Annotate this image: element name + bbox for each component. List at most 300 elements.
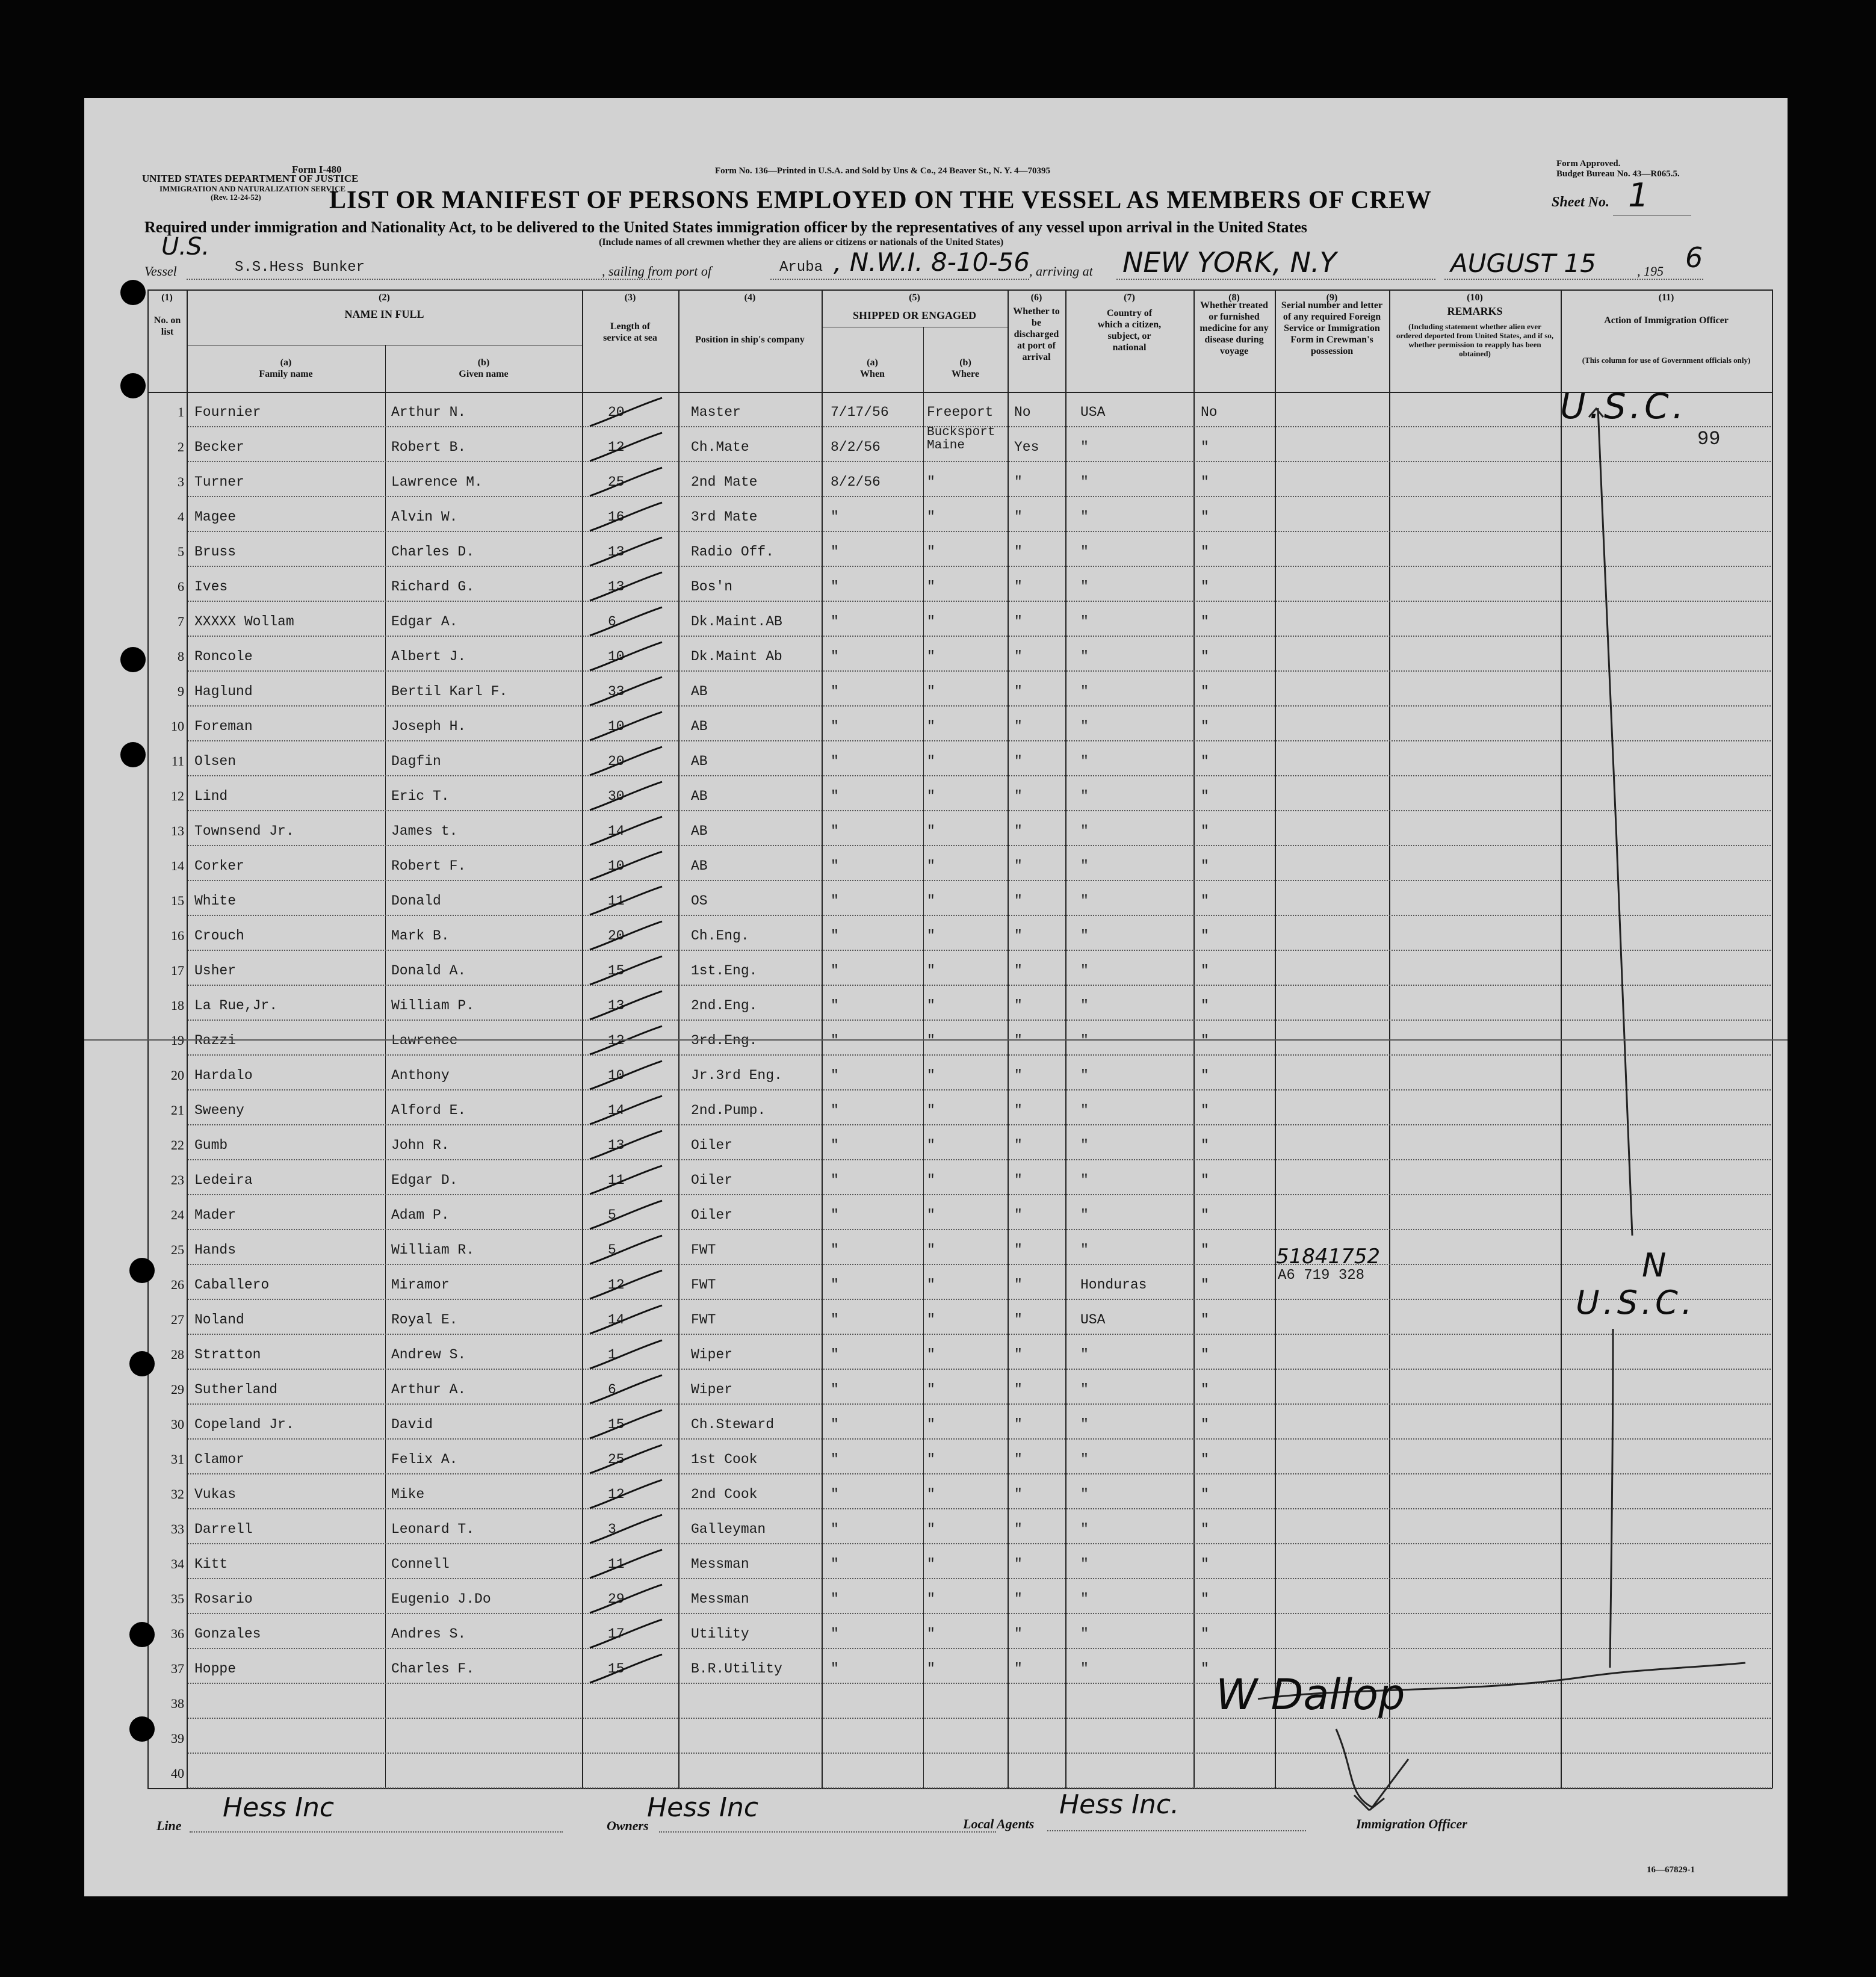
- cell-discharged: ": [1014, 1626, 1023, 1642]
- cell-where: ": [927, 1242, 935, 1258]
- cell-given: Mike: [391, 1487, 425, 1502]
- cell-service: 11: [608, 1556, 625, 1572]
- printer-line: Form No. 136—Printed in U.S.A. and Sold by Uns & Co., 24 Beaver St., N. Y. 4—70395: [715, 166, 1050, 176]
- row-number: 6: [178, 579, 184, 594]
- cell-when: ": [831, 1312, 839, 1328]
- row-number: 2: [178, 439, 184, 454]
- cell-where: ": [927, 474, 935, 490]
- us-handwritten-mark: U.S.: [161, 233, 210, 261]
- action-usc-top: U.S.C.: [1560, 386, 1688, 427]
- cell-given: Joseph H.: [391, 719, 466, 734]
- row-number: 4: [178, 509, 184, 524]
- cell-treated: ": [1201, 823, 1209, 839]
- cell-where: ": [927, 614, 935, 630]
- cell-when: 8/2/56: [831, 474, 881, 490]
- form-approved: Form Approved.: [1556, 159, 1621, 169]
- row-number: 32: [171, 1487, 184, 1502]
- cell-discharged: ": [1014, 998, 1023, 1013]
- cell-service: 15: [608, 1661, 625, 1677]
- cell-given: William P.: [391, 998, 475, 1013]
- cell-family: La Rue,Jr.: [194, 998, 278, 1013]
- cell-treated: ": [1201, 963, 1209, 979]
- manifest-sheet: [84, 98, 1788, 1896]
- cell-family: Gonzales: [194, 1626, 261, 1642]
- cell-family: Bruss: [194, 544, 237, 560]
- cell-where: ": [927, 1382, 935, 1397]
- cell-treated: ": [1201, 928, 1209, 944]
- cell-given: Miramor: [391, 1277, 450, 1293]
- cell-treated: ": [1201, 858, 1209, 874]
- serial-number-b: A6 719 328: [1278, 1267, 1365, 1284]
- col-num-4: (4): [744, 292, 756, 303]
- department: UNITED STATES DEPARTMENT OF JUSTICE: [142, 173, 359, 184]
- cell-treated: ": [1201, 1033, 1209, 1048]
- cell-position: 2nd Mate: [691, 474, 758, 490]
- cell-service: 10: [608, 858, 625, 874]
- col-num-10: (10): [1467, 292, 1483, 303]
- col-header-remarks-note: (Including statement whether alien ever ordered deported from United States, and if so, whether permission to reapply has been obtained): [1396, 322, 1554, 358]
- cell-discharged: ": [1014, 1487, 1023, 1502]
- cell-discharged: ": [1014, 579, 1023, 595]
- cell-family: Gumb: [194, 1137, 228, 1153]
- cell-treated: ": [1201, 509, 1209, 525]
- cell-service: 13: [608, 1137, 625, 1153]
- cell-position: Utility: [691, 1626, 749, 1642]
- cell-where: ": [927, 719, 935, 734]
- cell-service: 10: [608, 719, 625, 734]
- row-number: 21: [171, 1103, 184, 1118]
- row-number: 8: [178, 649, 184, 664]
- cell-country: ": [1080, 509, 1089, 525]
- cell-where: ": [927, 1626, 935, 1642]
- cell-where: ": [927, 1417, 935, 1432]
- cell-service: 12: [608, 1487, 625, 1502]
- cell-family: Hoppe: [194, 1661, 237, 1677]
- cell-position: AB: [691, 719, 708, 734]
- cell-when: ": [831, 1382, 839, 1397]
- page-title: LIST OR MANIFEST OF PERSONS EMPLOYED ON THE VESSEL AS MEMBERS OF CREW: [329, 187, 1432, 214]
- cell-when: ": [831, 1347, 839, 1363]
- cell-where: ": [927, 1521, 935, 1537]
- cell-service: 29: [608, 1591, 625, 1607]
- row-number: 5: [178, 544, 184, 559]
- cell-discharged: ": [1014, 1172, 1023, 1188]
- cell-country: ": [1080, 1452, 1089, 1467]
- cell-family: Roncole: [194, 649, 253, 664]
- cell-where: ": [927, 1137, 935, 1153]
- cell-service: 13: [608, 579, 625, 595]
- cell-treated: ": [1201, 649, 1209, 664]
- cell-service: 16: [608, 509, 625, 525]
- line-label: Line: [156, 1818, 182, 1833]
- budget-bureau: Budget Bureau No. 43—R065.5.: [1556, 169, 1680, 179]
- cell-given: Alvin W.: [391, 509, 458, 525]
- cell-country: ": [1080, 963, 1089, 979]
- cell-service: 33: [608, 684, 625, 699]
- cell-where: ": [927, 509, 935, 525]
- cell-discharged: ": [1014, 1452, 1023, 1467]
- cell-discharged: ": [1014, 1033, 1023, 1048]
- cell-where: ": [927, 1591, 935, 1607]
- arriving-label: , arriving at: [1029, 264, 1093, 279]
- cell-position: Ch.Steward: [691, 1417, 775, 1432]
- marginal-number: 99: [1697, 428, 1721, 450]
- cell-family: Hands: [194, 1242, 237, 1258]
- cell-given: Albert J.: [391, 649, 466, 664]
- col-header-remarks: REMARKS: [1447, 305, 1503, 317]
- year-prefix: , 195: [1637, 264, 1664, 279]
- cell-given: Anthony: [391, 1068, 450, 1083]
- row-number: 18: [171, 998, 184, 1013]
- cell-discharged: ": [1014, 614, 1023, 630]
- cell-when: ": [831, 1137, 839, 1153]
- cell-service: 1: [608, 1347, 616, 1363]
- cell-position: AB: [691, 788, 708, 804]
- cell-discharged: ": [1014, 1277, 1023, 1293]
- cell-family: Ledeira: [194, 1172, 253, 1188]
- cell-given: Lawrence M.: [391, 474, 483, 490]
- col-header-no: No. on list: [153, 315, 181, 337]
- include-note: (Include names of all crewmen whether they are aliens or citizens or nationals of the United States): [599, 237, 1004, 247]
- cell-when: ": [831, 544, 839, 560]
- cell-given: Charles F.: [391, 1661, 475, 1677]
- cell-family: Haglund: [194, 684, 253, 699]
- cell-position: Messman: [691, 1556, 749, 1572]
- cell-discharged: ": [1014, 1661, 1023, 1677]
- cell-when: ": [831, 823, 839, 839]
- cell-when: ": [831, 1626, 839, 1642]
- cell-position: 1st Cook: [691, 1452, 758, 1467]
- cell-country: ": [1080, 719, 1089, 734]
- cell-where: ": [927, 1661, 935, 1677]
- row-number: 28: [171, 1347, 184, 1362]
- cell-country: USA: [1080, 404, 1106, 420]
- cell-family: Magee: [194, 509, 237, 525]
- cell-when: ": [831, 1242, 839, 1258]
- cell-given: Andres S.: [391, 1626, 466, 1642]
- cell-discharged: ": [1014, 1382, 1023, 1397]
- col-num-1: (1): [161, 292, 173, 303]
- cell-given: Eric T.: [391, 788, 450, 804]
- cell-service: 6: [608, 1382, 616, 1397]
- cell-when: ": [831, 1172, 839, 1188]
- cell-given: Donald: [391, 893, 441, 909]
- col-header-action: Action of Immigration Officer: [1604, 315, 1729, 326]
- cell-when: ": [831, 928, 839, 944]
- cell-treated: ": [1201, 684, 1209, 699]
- cell-given: Eugenio J.Do: [391, 1591, 491, 1607]
- col-num-5: (5): [909, 292, 920, 303]
- cell-family: Fournier: [194, 404, 261, 420]
- row-number: 27: [171, 1312, 184, 1327]
- cell-when: ": [831, 858, 839, 874]
- cell-position: AB: [691, 684, 708, 699]
- cell-position: Oiler: [691, 1207, 733, 1223]
- cell-service: 5: [608, 1207, 616, 1223]
- col-header-where: (b) Where: [952, 357, 979, 379]
- cell-family: Becker: [194, 439, 244, 455]
- cell-treated: ": [1201, 893, 1209, 909]
- officer-label: Immigration Officer: [1356, 1816, 1467, 1831]
- col-header-family: (a) Family name: [259, 357, 313, 379]
- cell-discharged: ": [1014, 684, 1023, 699]
- cell-country: ": [1080, 928, 1089, 944]
- cell-given: Alford E.: [391, 1103, 466, 1118]
- cell-discharged: ": [1014, 1417, 1023, 1432]
- cell-given: Royal E.: [391, 1312, 458, 1328]
- cell-service: 20: [608, 928, 625, 944]
- cell-country: ": [1080, 614, 1089, 630]
- col-header-treated: Whether treated or furnished medicine for any disease during voyage: [1200, 300, 1269, 356]
- col-header-serial: Serial number and letter of any required Foreign Service or Immigration Form in Crewman's possession: [1281, 300, 1383, 356]
- cell-country: ": [1080, 649, 1089, 664]
- cell-country: ": [1080, 1033, 1089, 1048]
- cell-discharged: ": [1014, 823, 1023, 839]
- cell-family: Rosario: [194, 1591, 253, 1607]
- cell-when: ": [831, 684, 839, 699]
- cell-when: ": [831, 1417, 839, 1432]
- cell-country: ": [1080, 1382, 1089, 1397]
- cell-when: ": [831, 1277, 839, 1293]
- cell-family: XXXXX Wollam: [194, 614, 294, 630]
- cell-discharged: ": [1014, 1137, 1023, 1153]
- row-number: 17: [171, 963, 184, 978]
- cell-discharged: ": [1014, 474, 1023, 490]
- cell-family: Foreman: [194, 719, 253, 734]
- cell-country: ": [1080, 474, 1089, 490]
- cell-where: ": [927, 1347, 935, 1363]
- cell-discharged: Yes: [1014, 439, 1039, 455]
- agents-label: Local Agents: [963, 1816, 1035, 1831]
- col-num-2: (2): [379, 292, 390, 303]
- cell-position: Oiler: [691, 1137, 733, 1153]
- cell-when: ": [831, 1661, 839, 1677]
- cell-given: Mark B.: [391, 928, 450, 944]
- cell-service: 13: [608, 998, 625, 1013]
- cell-service: 25: [608, 474, 625, 490]
- row-number: 14: [171, 858, 184, 873]
- cell-when: ": [831, 1068, 839, 1083]
- cell-country: ": [1080, 1137, 1089, 1153]
- cell-given: Arthur N.: [391, 404, 466, 420]
- cell-country: ": [1080, 544, 1089, 560]
- col-num-9: (9): [1326, 292, 1338, 303]
- cell-given: Robert F.: [391, 858, 466, 874]
- cell-family: Lind: [194, 788, 228, 804]
- row-number: 20: [171, 1068, 184, 1083]
- cell-where: ": [927, 1172, 935, 1188]
- cell-position: OS: [691, 893, 708, 909]
- sailing-port: Aruba: [779, 259, 823, 276]
- cell-discharged: ": [1014, 1347, 1023, 1363]
- cell-given: Andrew S.: [391, 1347, 466, 1363]
- cell-service: 11: [608, 893, 625, 909]
- col-header-given: (b) Given name: [459, 357, 509, 379]
- cell-treated: ": [1201, 1487, 1209, 1502]
- cell-treated: ": [1201, 1068, 1209, 1083]
- cell-position: 2nd Cook: [691, 1487, 758, 1502]
- cell-position: FWT: [691, 1277, 716, 1293]
- col-num-3: (3): [624, 292, 636, 303]
- cell-treated: ": [1201, 1591, 1209, 1607]
- cell-family: White: [194, 893, 237, 909]
- cell-given: Robert B.: [391, 439, 466, 455]
- row-number: 25: [171, 1242, 184, 1257]
- punch-hole: [129, 1622, 155, 1647]
- cell-treated: ": [1201, 1277, 1209, 1293]
- cell-service: 13: [608, 544, 625, 560]
- cell-country: ": [1080, 1661, 1089, 1677]
- punch-hole: [120, 280, 146, 305]
- vessel-name: S.S.Hess Bunker: [235, 259, 365, 276]
- cell-family: Olsen: [194, 753, 237, 769]
- cell-where: ": [927, 753, 935, 769]
- row-number: 19: [171, 1033, 184, 1048]
- cell-treated: ": [1201, 1661, 1209, 1677]
- cell-family: Stratton: [194, 1347, 261, 1363]
- cell-treated: ": [1201, 753, 1209, 769]
- row-number: 22: [171, 1137, 184, 1152]
- row-number: 33: [171, 1521, 184, 1536]
- cell-position: Wiper: [691, 1382, 733, 1397]
- cell-position: FWT: [691, 1312, 716, 1328]
- cell-treated: ": [1201, 1347, 1209, 1363]
- cell-position: Dk.Maint.AB: [691, 614, 782, 630]
- cell-where: ": [927, 788, 935, 804]
- punch-hole: [129, 1351, 155, 1376]
- cell-family: Mader: [194, 1207, 237, 1223]
- cell-where: ": [927, 998, 935, 1013]
- action-n-mark: N: [1642, 1246, 1667, 1284]
- cell-service: 12: [608, 1033, 625, 1048]
- sheet-label: Sheet No.: [1552, 194, 1609, 210]
- cell-where: ": [927, 1277, 935, 1293]
- agents-value: Hess Inc.: [1059, 1789, 1180, 1820]
- cell-position: Master: [691, 404, 741, 420]
- cell-service: 20: [608, 404, 625, 420]
- row-number: 7: [178, 614, 184, 629]
- cell-given: Bertil Karl F.: [391, 684, 508, 699]
- cell-position: Ch.Eng.: [691, 928, 749, 944]
- row-number: 35: [171, 1591, 184, 1606]
- cell-family: Hardalo: [194, 1068, 253, 1083]
- cell-where: ": [927, 1068, 935, 1083]
- cell-treated: ": [1201, 1417, 1209, 1432]
- cell-treated: ": [1201, 1626, 1209, 1642]
- cell-country: Honduras: [1080, 1277, 1147, 1293]
- cell-position: 3rd Mate: [691, 509, 758, 525]
- cell-where: ": [927, 858, 935, 874]
- cell-position: Oiler: [691, 1172, 733, 1188]
- cell-treated: ": [1201, 1137, 1209, 1153]
- cell-discharged: ": [1014, 1312, 1023, 1328]
- cell-country: ": [1080, 1556, 1089, 1572]
- cell-family: Noland: [194, 1312, 244, 1328]
- cell-country: ": [1080, 893, 1089, 909]
- cell-country: ": [1080, 823, 1089, 839]
- cell-when: ": [831, 1556, 839, 1572]
- cell-treated: ": [1201, 788, 1209, 804]
- cell-where: ": [927, 649, 935, 664]
- cell-when: ": [831, 579, 839, 595]
- cell-discharged: ": [1014, 509, 1023, 525]
- cell-service: 12: [608, 1277, 625, 1293]
- row-number: 24: [171, 1207, 184, 1222]
- cell-treated: ": [1201, 544, 1209, 560]
- cell-country: ": [1080, 1347, 1089, 1363]
- arrival-port: NEW YORK, N.Y: [1122, 246, 1337, 279]
- cell-country: ": [1080, 788, 1089, 804]
- cell-service: 30: [608, 788, 625, 804]
- cell-family: Razzi: [194, 1033, 237, 1048]
- cell-given: James t.: [391, 823, 458, 839]
- cell-where: Freeport: [927, 404, 994, 420]
- cell-where: ": [927, 1103, 935, 1118]
- cell-position: Radio Off.: [691, 544, 775, 560]
- cell-treated: ": [1201, 439, 1209, 455]
- cell-discharged: ": [1014, 753, 1023, 769]
- cell-given: David: [391, 1417, 433, 1432]
- cell-given: Charles D.: [391, 544, 475, 560]
- cell-country: ": [1080, 1207, 1089, 1223]
- cell-treated: ": [1201, 1172, 1209, 1188]
- cell-family: Kitt: [194, 1556, 228, 1572]
- col-num-6: (6): [1030, 292, 1042, 303]
- cell-country: ": [1080, 439, 1089, 455]
- cell-family: Sutherland: [194, 1382, 278, 1397]
- cell-position: AB: [691, 753, 708, 769]
- cell-when: ": [831, 1207, 839, 1223]
- punch-hole: [129, 1716, 155, 1742]
- cell-when: ": [831, 788, 839, 804]
- cell-discharged: ": [1014, 788, 1023, 804]
- cell-family: Townsend Jr.: [194, 823, 294, 839]
- cell-position: Galleyman: [691, 1521, 766, 1537]
- row-number: 36: [171, 1626, 184, 1641]
- row-number: 38: [171, 1696, 184, 1711]
- col-header-service: Length of service at sea: [603, 321, 657, 343]
- row-number: 9: [178, 684, 184, 699]
- punch-hole: [120, 373, 146, 398]
- serial-number-a: 51841752: [1276, 1245, 1381, 1269]
- cell-given: Adam P.: [391, 1207, 450, 1223]
- cell-family: Crouch: [194, 928, 244, 944]
- cell-given: Edgar D.: [391, 1172, 458, 1188]
- cell-country: ": [1080, 1591, 1089, 1607]
- cell-family: Darrell: [194, 1521, 253, 1537]
- cell-given: Lawrence: [391, 1033, 458, 1048]
- cell-when: ": [831, 1033, 839, 1048]
- cell-family: Caballero: [194, 1277, 270, 1293]
- cell-service: 15: [608, 1417, 625, 1432]
- form-id: Form I-480: [292, 164, 342, 175]
- cell-when: ": [831, 1591, 839, 1607]
- cell-position: Ch.Mate: [691, 439, 749, 455]
- cell-given: Edgar A.: [391, 614, 458, 630]
- cell-family: Vukas: [194, 1487, 237, 1502]
- cell-where: ": [927, 1452, 935, 1467]
- cell-discharged: ": [1014, 649, 1023, 664]
- cell-discharged: ": [1014, 719, 1023, 734]
- cell-country: ": [1080, 1242, 1089, 1258]
- cell-position: Dk.Maint Ab: [691, 649, 782, 664]
- cell-treated: ": [1201, 1242, 1209, 1258]
- row-number: 3: [178, 474, 184, 489]
- cell-position: AB: [691, 823, 708, 839]
- cell-service: 10: [608, 1068, 625, 1083]
- cell-when: ": [831, 614, 839, 630]
- cell-country: ": [1080, 1172, 1089, 1188]
